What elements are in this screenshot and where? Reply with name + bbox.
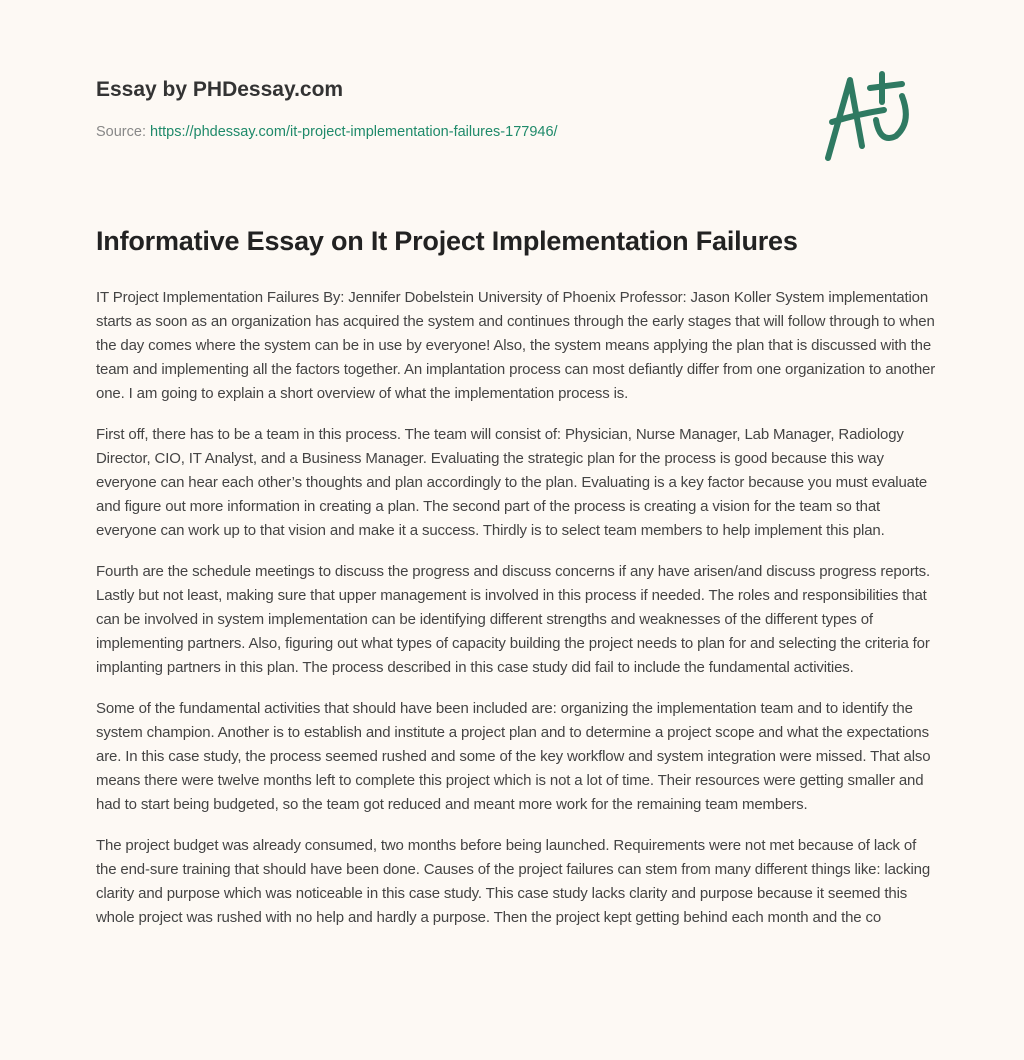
paragraph: The project budget was already consumed, two months before being launched. Requirements were not met because of lack of the end-sure training that should have been done. Causes of the project failures can stem from many different things like: lacking clarity and purpose which was noticeable in this case study. This case study lacks clarity and purpose because it seemed this whole project was rushed with no help and hardly a purpose. Then the project kept getting behind each month and the co: [96, 837, 931, 926]
paragraph: IT Project Implementation Failures By: Jennifer Dobelstein University of Phoenix Professor: Jason Koller System implementation starts as soon as an organization has acquired the system and continues through the early stages that will follow through to when the day comes where the system can be in use by everyone! Also, the system means applying the plan that is discussed with the team and implementing all the factors together. An implantation process can most defiantly differ from one organization to another one. I am going to explain a short overview of what the implementation process is.: [96, 289, 936, 402]
source-label: Source:: [96, 124, 146, 140]
site-brand: Essay by PHDessay.com: [96, 78, 344, 101]
source-link[interactable]: https://phdessay.com/it-project-implementation-failures-177946/: [150, 124, 558, 140]
source-line: [96, 124, 558, 140]
paragraph: Some of the fundamental activities that should have been included are: organizing the implementation team and to identify the system champion. Another is to establish and institute a project plan and to determine a project scope and what the expectations are. In this case study, the process seemed rushed and some of the key workflow and system integration were missed. That also means there were twelve months left to complete this project which is not a lot of time. Their resources were getting smaller and had to start being budgeted, so the team got reduced and meant more work for the remaining team members.: [96, 700, 931, 813]
a-plus-logo-icon: [818, 66, 928, 166]
essay-title: Informative Essay on It Project Implementation Failures: [96, 226, 798, 256]
paragraph: First off, there has to be a team in this process. The team will consist of: Physician, Nurse Manager, Lab Manager, Radiology Director, CIO, IT Analyst, and a Business Manager. Evaluating the strategic plan for the process is good because this way everyone can hear each other’s thoughts and plan accordingly to the plan. Evaluating is a key factor because you must evaluate and figure out more information in creating a plan. The second part of the process is creating a vision for the team so that everyone can work up to that vision and make it a success. Thirdly is to select team members to help implement this plan.: [96, 426, 928, 539]
essay-body: [96, 286, 936, 947]
paragraph: Fourth are the schedule meetings to discuss the progress and discuss concerns if any have arisen/and discuss progress reports. Lastly but not least, making sure that upper management is involved in this process if needed. The roles and responsibilities that can be involved in system implementation can be identifying different strengths and weaknesses of the different types of implementing partners. Also, figuring out what types of capacity building the project needs to plan for and selecting the criteria for implanting partners in this plan. The process described in this case study did fail to include the fundamental activities.: [96, 563, 931, 676]
